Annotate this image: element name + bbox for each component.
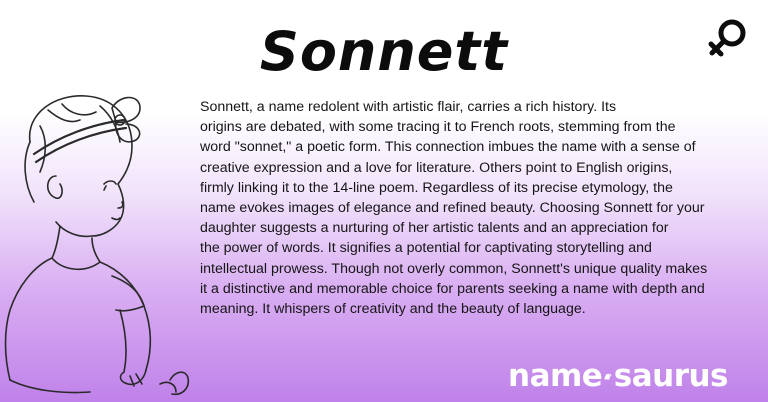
dinosaur-mascot-icon bbox=[603, 361, 612, 391]
namesaurus-logo bbox=[508, 356, 728, 396]
description-line: firmly linking it to the 14-line poem. Regardless of its precise etymology, the bbox=[200, 179, 673, 196]
description-line: word "sonnet," a poetic form. This connection imbues the name with a sense of bbox=[200, 139, 696, 156]
description-line: the power of words. It signifies a potential for captivating storytelling and bbox=[200, 240, 652, 257]
description-line: meaning. It whispers of creativity and the beauty of language. bbox=[200, 301, 586, 318]
description-line: it a distinctive and memorable choice for parents seeking a name with depth and bbox=[200, 280, 705, 297]
description-line: Sonnett, a name redolent with artistic flair, carries a rich history. Its bbox=[200, 99, 617, 115]
description-line: origins are debated, with some tracing it to French roots, stemming from the bbox=[200, 119, 676, 136]
baby-girl-illustration bbox=[0, 80, 200, 402]
baby-name-title: Sonnett bbox=[259, 20, 509, 83]
name-description bbox=[200, 97, 748, 319]
brand-prefix: name bbox=[508, 358, 603, 394]
female-symbol-icon bbox=[706, 16, 750, 62]
description-line: intellectual prowess. Though not overly common, Sonnett's unique quality makes bbox=[200, 260, 708, 277]
description-line: daughter suggests a nurturing of her artistic talents and an appreciation for bbox=[200, 220, 669, 237]
brand-suffix: saurus bbox=[613, 358, 728, 394]
description-line: name evokes images of elegance and refined beauty. Choosing Sonnett for your bbox=[200, 200, 705, 217]
description-line: creative expression and a love for literature. Others point to English origins, bbox=[200, 159, 673, 176]
